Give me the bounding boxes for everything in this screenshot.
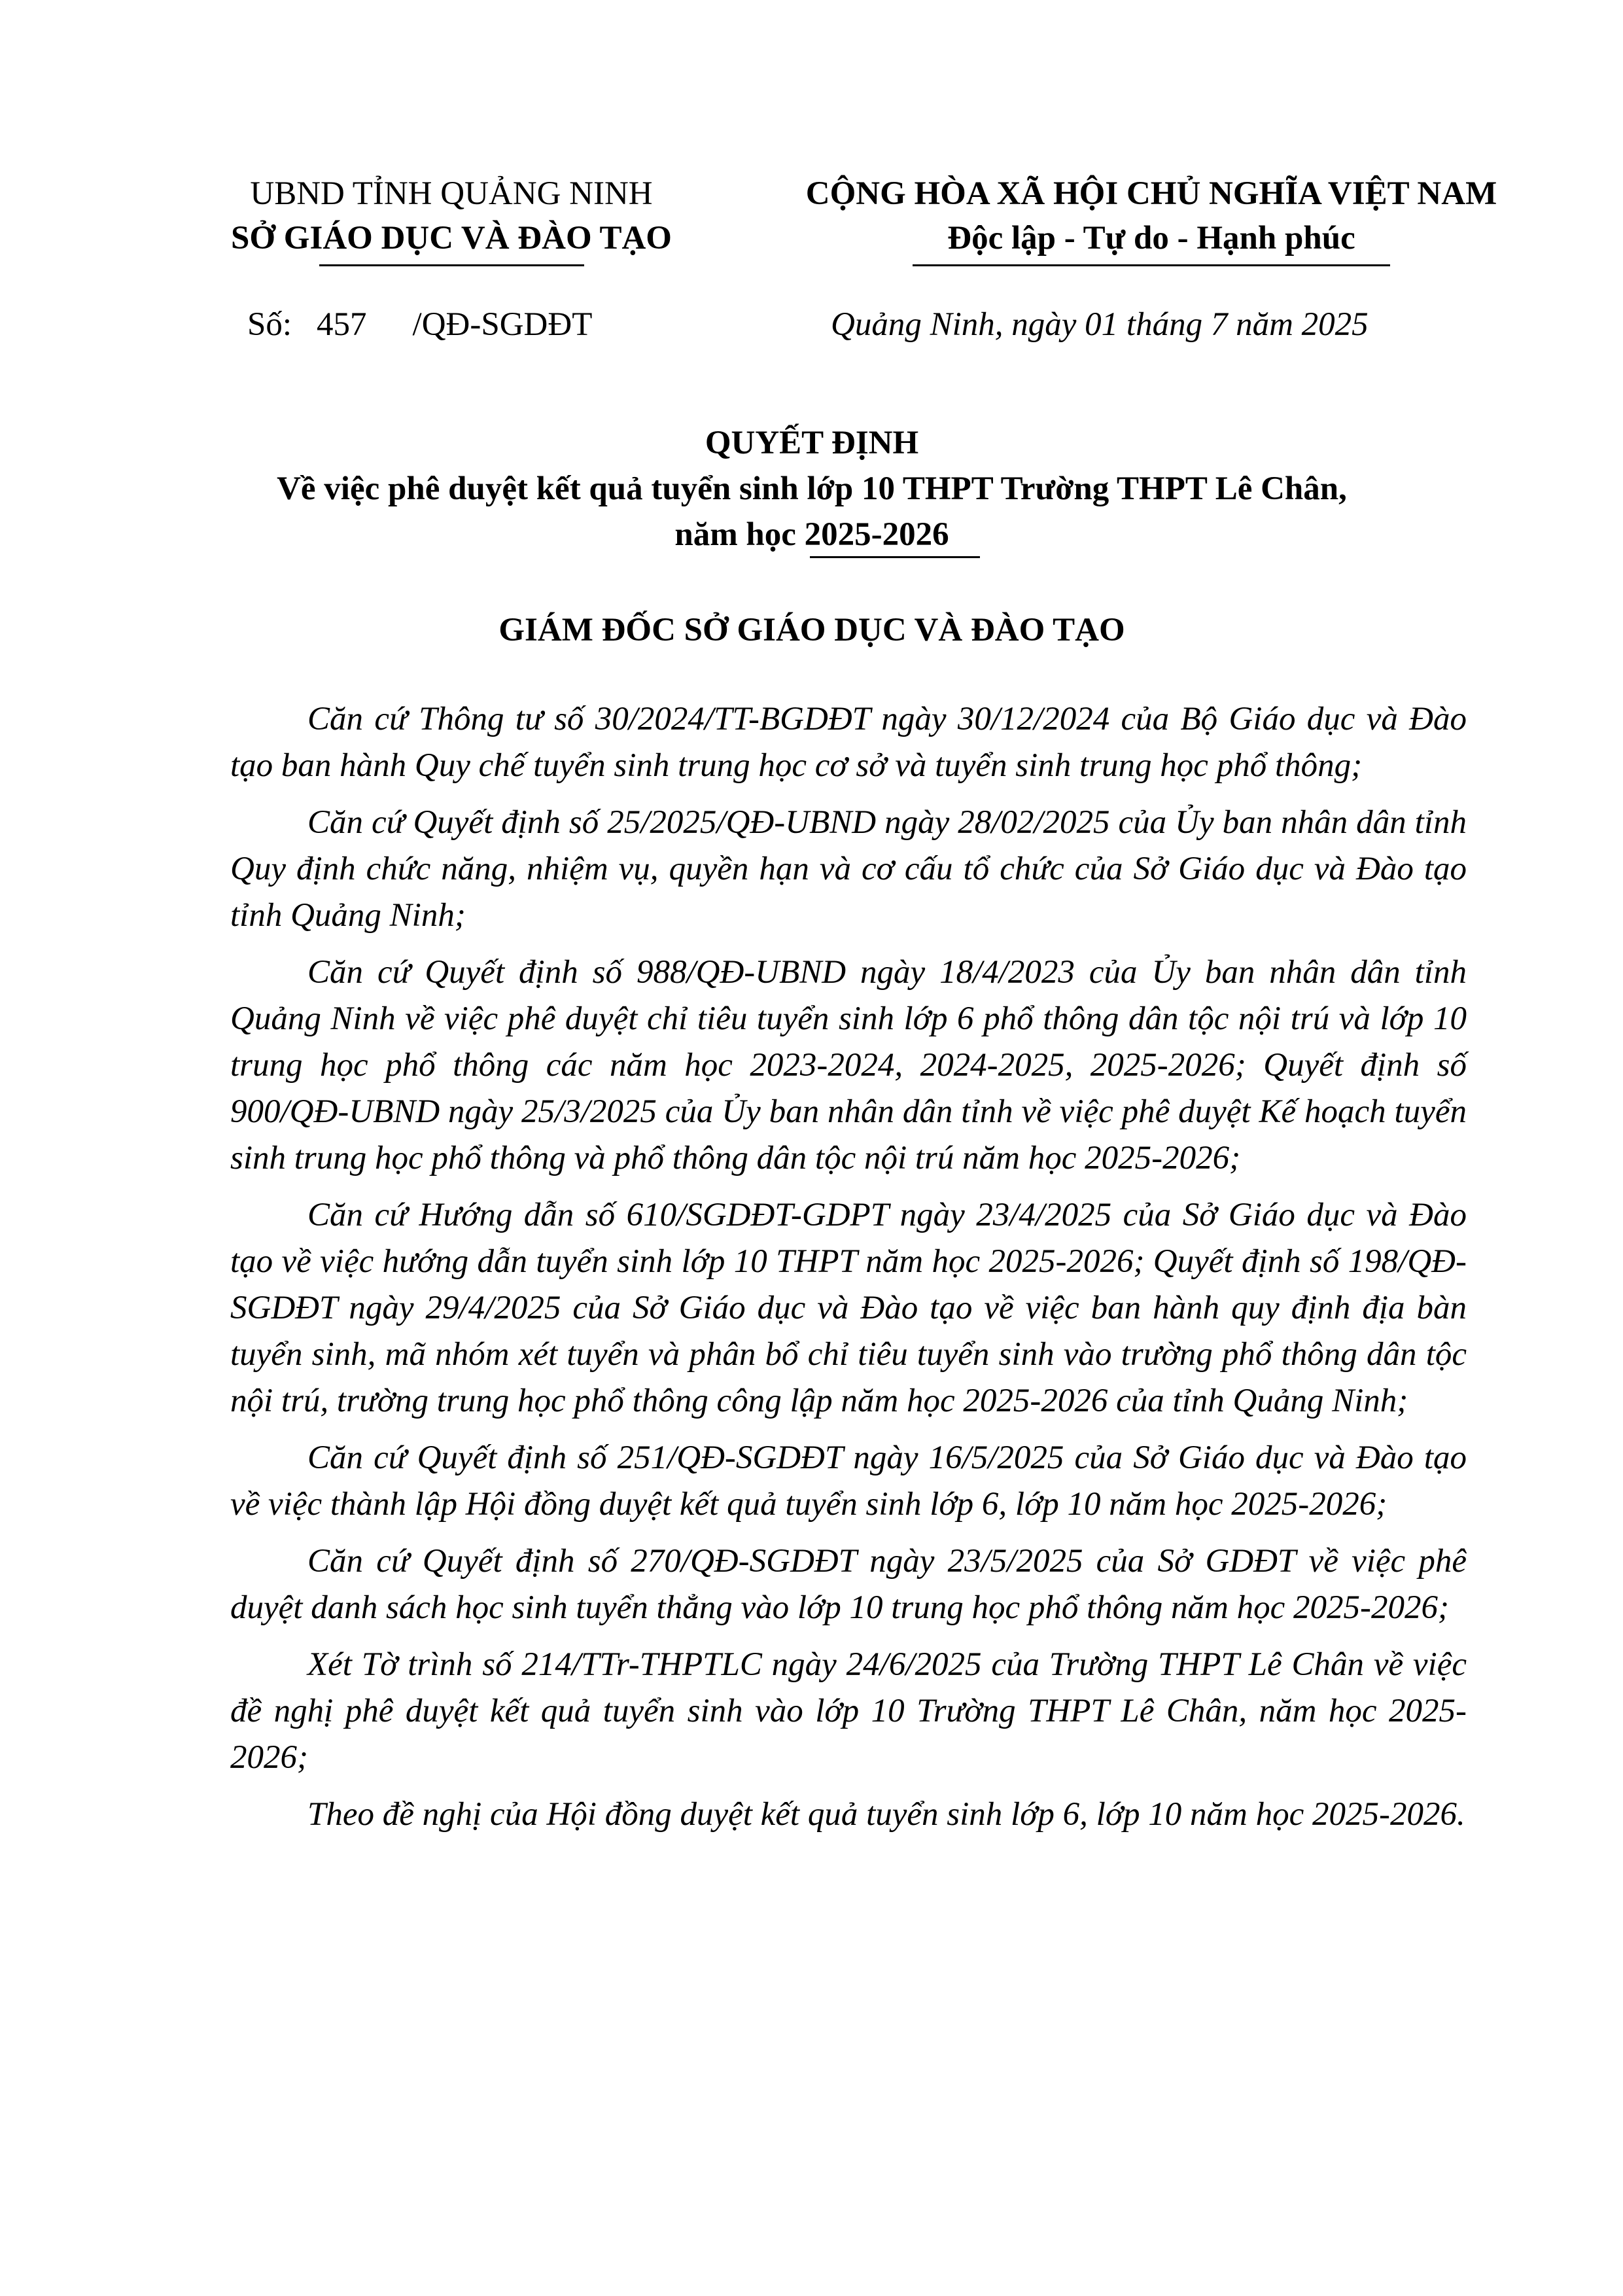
legal-basis-paragraph: Căn cứ Quyết định số 25/2025/QĐ-UBND ngày 28/02/2025 của Ủy ban nhân dân tỉnh Quy định chức năng, nhiệm vụ, quyền hạn và cơ cấu tổ chức của Sở Giáo dục và Đào tạo tỉnh Quảng Ninh; — [230, 804, 1467, 934]
legal-basis-paragraph: Căn cứ Quyết định số 988/QĐ-UBND ngày 18/4/2023 của Ủy ban nhân dân tỉnh Quảng Ninh về việc phê duyệt chỉ tiêu tuyển sinh lớp 6 phổ thông dân tộc nội trú và lớp 10 trung học phổ thông các năm học 2023-2024, 2024-2025, 2025-2026; Quyết định số 900/QĐ-UBND ngày 25/3/2025 của Ủy ban nhân dân tỉnh về việc phê duyệt Kế hoạch tuyển sinh trung học phổ thông và phổ thông dân tộc nội trú năm học 2025-2026; — [230, 954, 1467, 1176]
place-and-date: Quảng Ninh, ngày 01 tháng 7 năm 2025 — [831, 306, 1369, 343]
legal-basis-paragraph: Theo đề nghị của Hội đồng duyệt kết quả tuyển sinh lớp 6, lớp 10 năm học 2025-2026. — [307, 1796, 1465, 1833]
provincial-committee-name: UBND TỈNH QUẢNG NINH — [250, 175, 653, 212]
legal-basis-section — [230, 696, 1467, 1848]
decision-title-block — [170, 420, 1454, 557]
decision-title: QUYẾT ĐỊNH — [705, 425, 919, 461]
legal-basis-paragraph: Căn cứ Hướng dẫn số 610/SGDĐT-GDPT ngày 23/4/2025 của Sở Giáo dục và Đào tạo về việc hướng dẫn tuyển sinh lớp 10 THPT năm học 2025-2026; Quyết định số 198/QĐ-SGDĐT ngày 29/4/2025 của Sở Giáo dục và Đào tạo về việc ban hành quy định địa bàn tuyển sinh, mã nhóm xét tuyển và phân bổ chỉ tiêu tuyển sinh vào trường phổ thông dân tộc nội trú, trường trung học phổ thông công lập năm học 2025-2026 của tỉnh Quảng Ninh; — [230, 1197, 1467, 1419]
document-number-prefix: Số: — [247, 306, 292, 343]
title-underline — [810, 556, 980, 558]
department-underline — [319, 264, 584, 266]
country-name: CỘNG HÒA XÃ HỘI CHỦ NGHĨA VIỆT NAM — [805, 175, 1497, 212]
document-number — [247, 302, 592, 347]
motto-underline — [913, 264, 1390, 266]
legal-basis-paragraph: Căn cứ Quyết định số 251/QĐ-SGDĐT ngày 16/5/2025 của Sở Giáo dục và Đào tạo về việc thành lập Hội đồng duyệt kết quả tuyển sinh lớp 6, lớp 10 năm học 2025-2026; — [230, 1439, 1467, 1523]
decision-subject-line-2: năm học 2025-2026 — [674, 516, 949, 553]
document-number-value: 457 — [317, 306, 367, 343]
issuing-authority-header — [209, 171, 693, 260]
department-name: SỞ GIÁO DỤC VÀ ĐÀO TẠO — [231, 220, 672, 256]
national-motto-header — [759, 171, 1544, 260]
national-motto: Độc lập - Tự do - Hạnh phúc — [947, 220, 1355, 256]
legal-basis-paragraph: Xét Tờ trình số 214/TTr-THPTLC ngày 24/6/2025 của Trường THPT Lê Chân về việc đề nghị phê duyệt kết quả tuyển sinh vào lớp 10 Trường THPT Lê Chân, năm học 2025-2026; — [230, 1646, 1467, 1776]
signing-authority-heading: GIÁM ĐỐC SỞ GIÁO DỤC VÀ ĐÀO TẠO — [498, 612, 1125, 648]
document-number-suffix: /QĐ-SGDĐT — [412, 306, 593, 343]
decision-subject-line-1: Về việc phê duyệt kết quả tuyển sinh lớp 10 THPT Trường THPT Lê Chân, — [277, 470, 1347, 507]
legal-basis-paragraph: Căn cứ Quyết định số 270/QĐ-SGDĐT ngày 23/5/2025 của Sở GDĐT về việc phê duyệt danh sách học sinh tuyển thẳng vào lớp 10 trung học phổ thông năm học 2025-2026; — [230, 1543, 1467, 1626]
legal-basis-paragraph: Căn cứ Thông tư số 30/2024/TT-BGDĐT ngày 30/12/2024 của Bộ Giáo dục và Đào tạo ban hành Quy chế tuyển sinh trung học cơ sở và tuyển sinh trung học phổ thông; — [230, 701, 1467, 784]
